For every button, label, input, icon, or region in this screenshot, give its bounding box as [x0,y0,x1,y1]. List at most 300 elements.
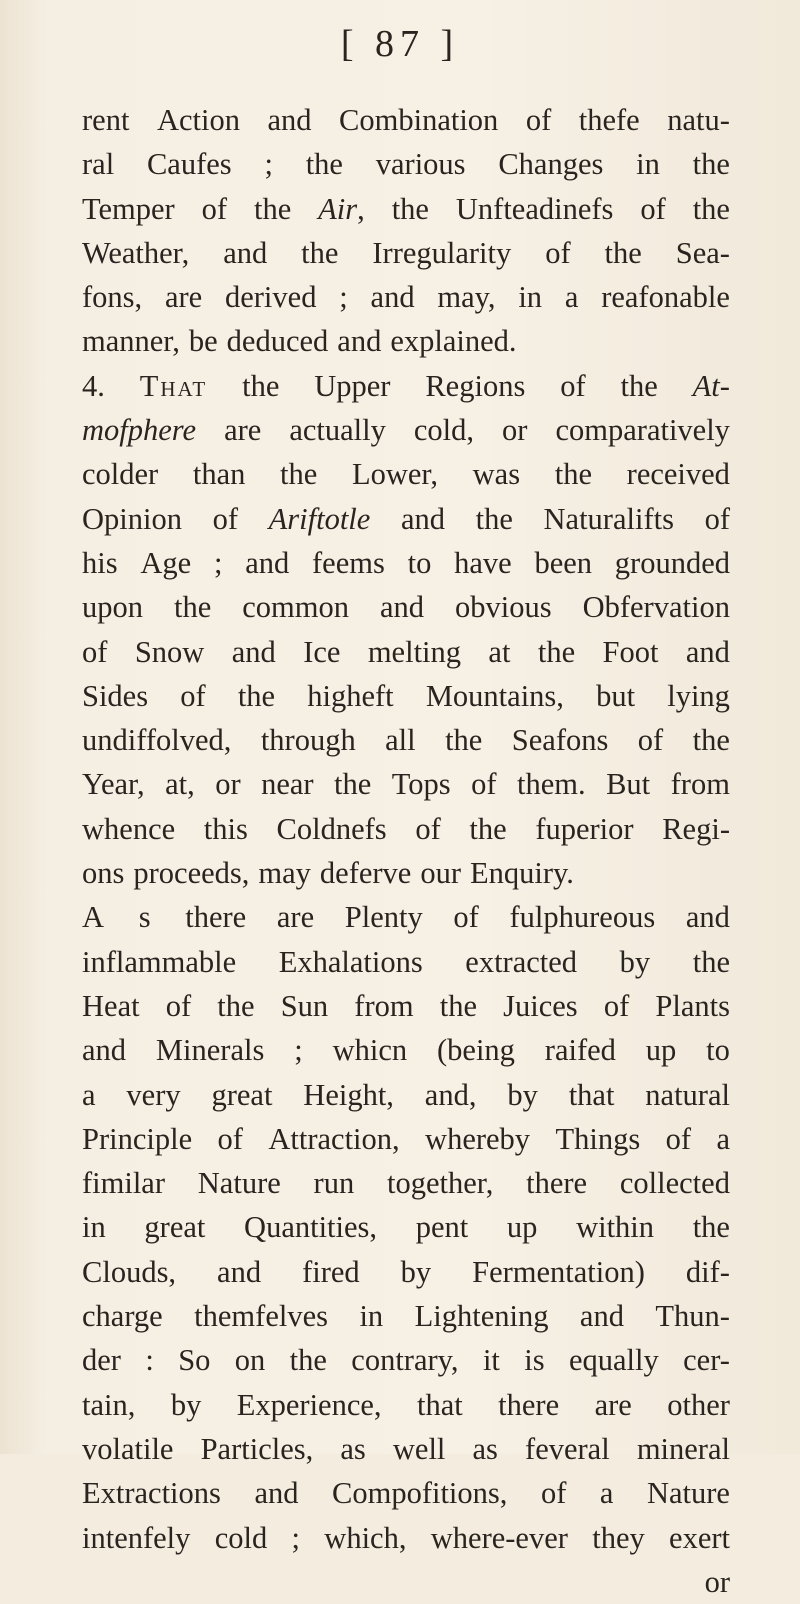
word [314,364,390,408]
word-part: Things [555,1121,641,1156]
word [416,1205,469,1249]
word [301,231,338,275]
word-part: Year, [82,767,145,802]
word-part: Thun- [655,1299,730,1334]
word [425,1073,477,1117]
word-part: the [391,191,429,226]
word-part: of [453,900,479,935]
word [498,142,603,186]
word [185,895,246,939]
word [324,1516,406,1560]
word-part: ; [264,147,273,182]
word [82,1028,126,1072]
word-part: contrary, [351,1343,459,1378]
word-part: Changes [498,147,604,182]
word-part: in [82,1210,106,1245]
word [135,630,205,674]
word-part: Obfervation [582,590,730,625]
word [666,1117,691,1161]
word-part: at, [165,767,195,802]
word [437,1028,515,1072]
word [166,984,191,1028]
word [580,1294,624,1338]
word-part: Air [318,191,358,226]
word-part: extracted [465,944,578,979]
word [82,718,231,762]
word-part: intenfely [82,1520,191,1555]
word [576,1205,654,1249]
word-part: Foot [602,634,659,669]
word-part: and [370,280,415,315]
word [82,1294,163,1338]
word [669,1516,730,1560]
word [636,142,660,186]
word-part: Heat [82,988,140,1023]
word-part: there [498,1387,560,1422]
word-part: may, [437,280,496,315]
word-part: of [637,723,664,758]
text-line [82,1294,730,1338]
word [392,187,429,231]
word [555,1117,640,1161]
word [279,940,423,984]
word [215,762,240,806]
word-part: feems [312,545,385,580]
text-line [82,1471,730,1515]
word-part: to [407,545,432,580]
word-part: Snow [134,634,205,669]
word [292,1516,300,1560]
word-part: Seafons [511,723,609,758]
word [215,1516,268,1560]
word-part: very [126,1077,181,1112]
word-part: in [359,1299,384,1334]
word-part: ; [294,1033,303,1068]
text-line [82,1516,730,1560]
word [440,984,477,1028]
word-part: ; [291,1520,300,1555]
word-part: Age [140,545,192,580]
word [171,1383,202,1427]
word [202,187,227,231]
word-part: a [564,280,579,315]
word-part: the [242,368,280,403]
word [332,1471,507,1515]
word [604,984,629,1028]
word-part: grounded [614,545,730,580]
word-part: a [599,1476,614,1511]
word-part: whence [82,811,176,846]
word-part: Mountains, [425,678,564,713]
word [280,452,317,496]
word-part: are [594,1387,632,1422]
word [354,984,413,1028]
text-line [82,364,730,408]
word [473,1427,498,1471]
word [82,585,143,629]
word-part: Quantities, [244,1210,378,1245]
word [620,940,651,984]
text-line [82,1338,730,1382]
word [376,142,466,186]
word-part: are [164,280,203,315]
word [340,1427,365,1471]
word [469,807,506,851]
word [426,674,564,718]
word [606,762,650,806]
word [303,1073,394,1117]
word [420,851,461,895]
word [693,364,730,408]
word-part: the [620,368,658,403]
word-part: and [217,1254,262,1289]
word [544,497,674,541]
word-part: the [305,147,343,182]
word-part: through [260,723,356,758]
word-part: Enquiry. [470,856,574,891]
word-part: of [640,191,666,226]
word-part: pent [415,1210,469,1245]
word [244,1205,377,1249]
word [82,364,105,408]
word [289,408,386,452]
word [147,142,232,186]
word-part: cold [214,1520,268,1555]
word [213,497,238,541]
word-part: natural [645,1077,730,1112]
word-part: the [692,147,730,182]
word [621,364,658,408]
word-part: there [526,1166,588,1201]
word [193,452,246,496]
word-part: thefe [578,103,640,137]
word [254,187,291,231]
word-part: Coldnefs [276,811,387,846]
word [517,762,586,806]
word-part: of [704,501,730,536]
word [627,452,730,496]
word [351,1338,458,1382]
word-part: A [82,900,109,935]
word-part: Sun [280,988,329,1023]
text-line [82,895,730,939]
word-part: them. [517,767,586,802]
word [510,895,656,939]
word-part: as [340,1431,366,1466]
word [706,1028,730,1072]
word-part: Unfteadinefs [455,191,614,226]
word-part: volatile [82,1431,174,1466]
word-part: be [188,324,218,359]
word [524,1338,544,1382]
word [425,1117,530,1161]
word [294,1028,302,1072]
word-part: , [357,191,365,226]
word-part: the [334,767,372,802]
word-part: Regi- [662,811,730,846]
word-part: all [385,723,416,758]
word-part: and [685,634,730,669]
word [82,1427,173,1471]
word-part: the [439,988,477,1023]
word-part: and [245,545,290,580]
word-part: Combination [339,103,499,137]
word [693,1205,730,1249]
word-part: fons, [82,280,143,315]
text-line [82,1161,730,1205]
word-part: cold, [413,413,475,448]
word-part: Experience, [236,1387,382,1422]
text-line [82,674,730,718]
page-number-header: [ 87 ] [340,23,460,65]
word [526,98,551,142]
text-line [82,630,730,674]
word-part: a [82,1077,96,1112]
word-part: Sides [82,678,149,713]
word-part: Ariftotle [268,501,371,536]
word-part: of [603,988,630,1023]
word [390,319,516,363]
word-part: the [301,235,339,270]
word-part: : [145,1343,154,1378]
word-part: of [165,988,192,1023]
word-part: Sea- [675,235,730,270]
text-line [82,984,730,1028]
word [268,1117,399,1161]
word-part: on [234,1343,266,1378]
word-part: Temper [82,191,175,226]
word-part: of [560,368,586,403]
word-part: the [692,191,730,226]
word-part: Naturalifts [543,501,674,536]
word-part: of [545,235,571,270]
word [267,98,311,142]
word-part: fired [302,1254,360,1289]
word [646,1028,677,1072]
word-part: mineral [636,1431,730,1466]
word-part: the [604,235,642,270]
word [82,452,158,496]
word-part: melting [367,634,462,669]
word-part: near [261,767,314,802]
word [82,1471,221,1515]
word-part: and, [424,1077,477,1112]
text-line [82,541,730,585]
word-part: Action [156,103,240,137]
word [425,364,525,408]
word [453,895,478,939]
word-part: the [692,944,730,979]
word-part: are [224,413,262,448]
word-part: run [313,1166,355,1201]
word-part: great [144,1210,206,1245]
word-part: themfelves [194,1299,328,1334]
word-part: or [704,1564,730,1599]
word-part: exert [669,1520,730,1555]
word [261,718,356,762]
word [693,718,730,762]
word-part: charge [82,1299,163,1334]
word [507,1073,538,1117]
word-part: the [253,191,292,226]
word-part: common [242,590,349,625]
word-part: the [217,988,255,1023]
word [144,1205,205,1249]
word-part: but [596,678,636,713]
word-part: upon [82,590,143,625]
word-part: actually [289,413,386,448]
word [82,275,142,319]
word-part: the [554,457,592,492]
word [596,674,635,718]
word-part: and [400,501,445,536]
word-part: the [289,1343,327,1378]
word-part: deduced [226,324,329,359]
word-part: which, [324,1520,407,1555]
word [264,142,272,186]
word [716,1117,730,1161]
word-part: proceeds, [133,856,250,891]
word-part: his [82,545,118,580]
word [82,142,114,186]
word-part: natu- [667,103,730,137]
word-part: there [185,900,247,935]
word [555,452,592,496]
word-part: this [203,811,248,846]
word-part: and [267,103,312,137]
word [615,541,730,585]
word [140,541,191,585]
word [507,1205,538,1249]
word [667,1383,730,1427]
word-part: as [472,1431,498,1466]
word-part: and [685,900,730,935]
word-part: other [667,1387,730,1422]
text-line [82,231,730,275]
word-part: Compofitions, [332,1476,508,1511]
word [345,895,423,939]
word-part: our [420,856,462,891]
word-part: But [606,767,651,802]
word-part: that [568,1077,615,1112]
word-part: lying [667,678,730,713]
word [307,674,393,718]
word [671,762,730,806]
word-part: mofphere [82,413,197,448]
word [82,807,175,851]
word [676,231,730,275]
word [82,497,182,541]
word-part: Principle [82,1121,193,1156]
word [82,231,189,275]
word-part: the [280,457,318,492]
text-line [82,1560,730,1604]
word [225,275,316,319]
word [334,762,371,806]
word [371,275,415,319]
word [82,984,140,1028]
word [393,1427,446,1471]
text-line [82,319,730,363]
text-line [82,807,730,851]
word-part: than [192,457,246,492]
word [303,630,340,674]
word [82,187,175,231]
word [387,1161,493,1205]
word-part: Opinion [82,501,182,536]
word [290,1338,327,1382]
word [261,762,313,806]
word [237,1383,382,1427]
word [645,1073,730,1117]
word [569,1073,615,1117]
word [82,1338,121,1382]
word-part: of [180,678,206,713]
text-line [82,1028,730,1072]
word [157,98,240,142]
word-part: tain, [82,1387,136,1422]
word-part: may [258,856,311,891]
word-part: it [482,1343,500,1378]
word [281,984,328,1028]
word [512,718,609,762]
word-part: great [211,1077,273,1112]
word [126,1073,180,1117]
word [189,319,218,363]
word-part: in [518,280,543,315]
word-part: Nature [197,1166,281,1201]
word [318,187,365,231]
word-part: Attraction, [268,1121,400,1156]
word-part: the [537,634,576,669]
word [82,1161,165,1205]
word [214,541,222,585]
word-part: by [400,1254,432,1289]
word [555,408,729,452]
word-part: collected [619,1166,730,1201]
word [82,1073,96,1117]
word-part: Nature [646,1476,730,1511]
word-part: 4. [82,368,105,403]
word [686,895,730,939]
word-part: s [138,900,155,935]
word [211,1073,272,1117]
word [242,585,349,629]
word-part: inflammable [82,944,237,979]
word [620,1161,730,1205]
word-part: the [445,723,483,758]
word [667,98,730,142]
word-part: by [619,944,651,979]
word [415,1294,549,1338]
word [314,1161,355,1205]
word [178,1338,210,1382]
word [683,1338,730,1382]
word-part: of [415,811,441,846]
word [640,187,665,231]
text-line [82,851,730,895]
text-line [82,1427,730,1471]
word-part: the [692,1210,730,1245]
word [82,630,107,674]
word [518,275,542,319]
word-part: feveral [525,1431,610,1466]
word [662,807,730,851]
text-line [82,585,730,629]
word [545,231,570,275]
word-part: Juices [503,988,578,1023]
text-line [82,452,730,496]
